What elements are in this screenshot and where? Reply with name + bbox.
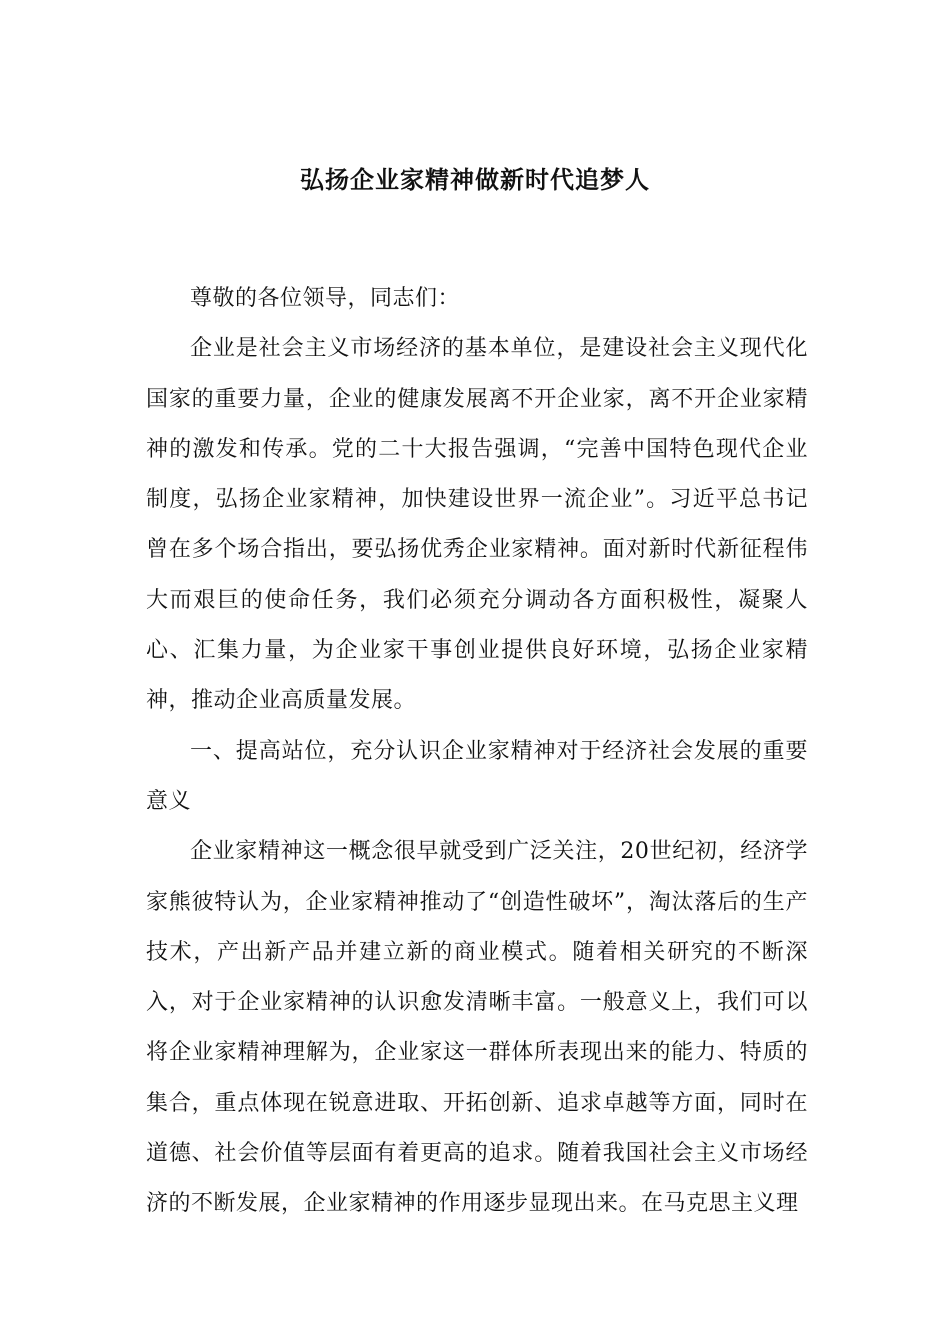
paragraph-intro: 企业是社会主义市场经济的基本单位，是建设社会主义现代化国家的重要力量，企业的健康发展离不开企业家，离不开企业家精神的激发和传承。党的二十大报告强调，“完善中国特色现代企业制度，弘扬企业家精神，加快建设世界一流企业”。习近平总书记曾在多个场合指出，要弘扬优秀企业家精神。面对新时代新征程伟大而艰巨的使命任务，我们必须充分调动各方面积极性，凝聚人心、汇集力量，为企业家干事创业提供良好环境，弘扬企业家精神，推动企业高质量发展。	[146, 336, 808, 714]
salutation: 尊敬的各位领导，同志们：	[190, 286, 461, 311]
paragraph-section-1: 企业家精神这一概念很早就受到广泛关注，20世纪初，经济学家熊彼特认为，企业家精神推动了“创造性破坏”，淘汰落后的生产技术，产出新产品并建立新的商业模式。随着相关研究的不断深入，对于企业家精神的认识愈发清晰丰富。一般意义上，我们可以将企业家精神理解为，企业家这一群体所表现出来的能力、特质的集合，重点体现在锐意进取、开拓创新、追求卓越等方面，同时在道德、社会价值等层面有着更高的追求。随着我国社会主义市场经济的不断发展，企业家精神的作用逐步显现出来。在马克思主义理	[146, 839, 808, 1217]
section-heading-1: 一、提高站位，充分认识企业家精神对于经济社会发展的重要意义	[146, 738, 808, 814]
document-title: 弘扬企业家精神做新时代追梦人	[300, 165, 650, 194]
document-body	[146, 274, 808, 1230]
